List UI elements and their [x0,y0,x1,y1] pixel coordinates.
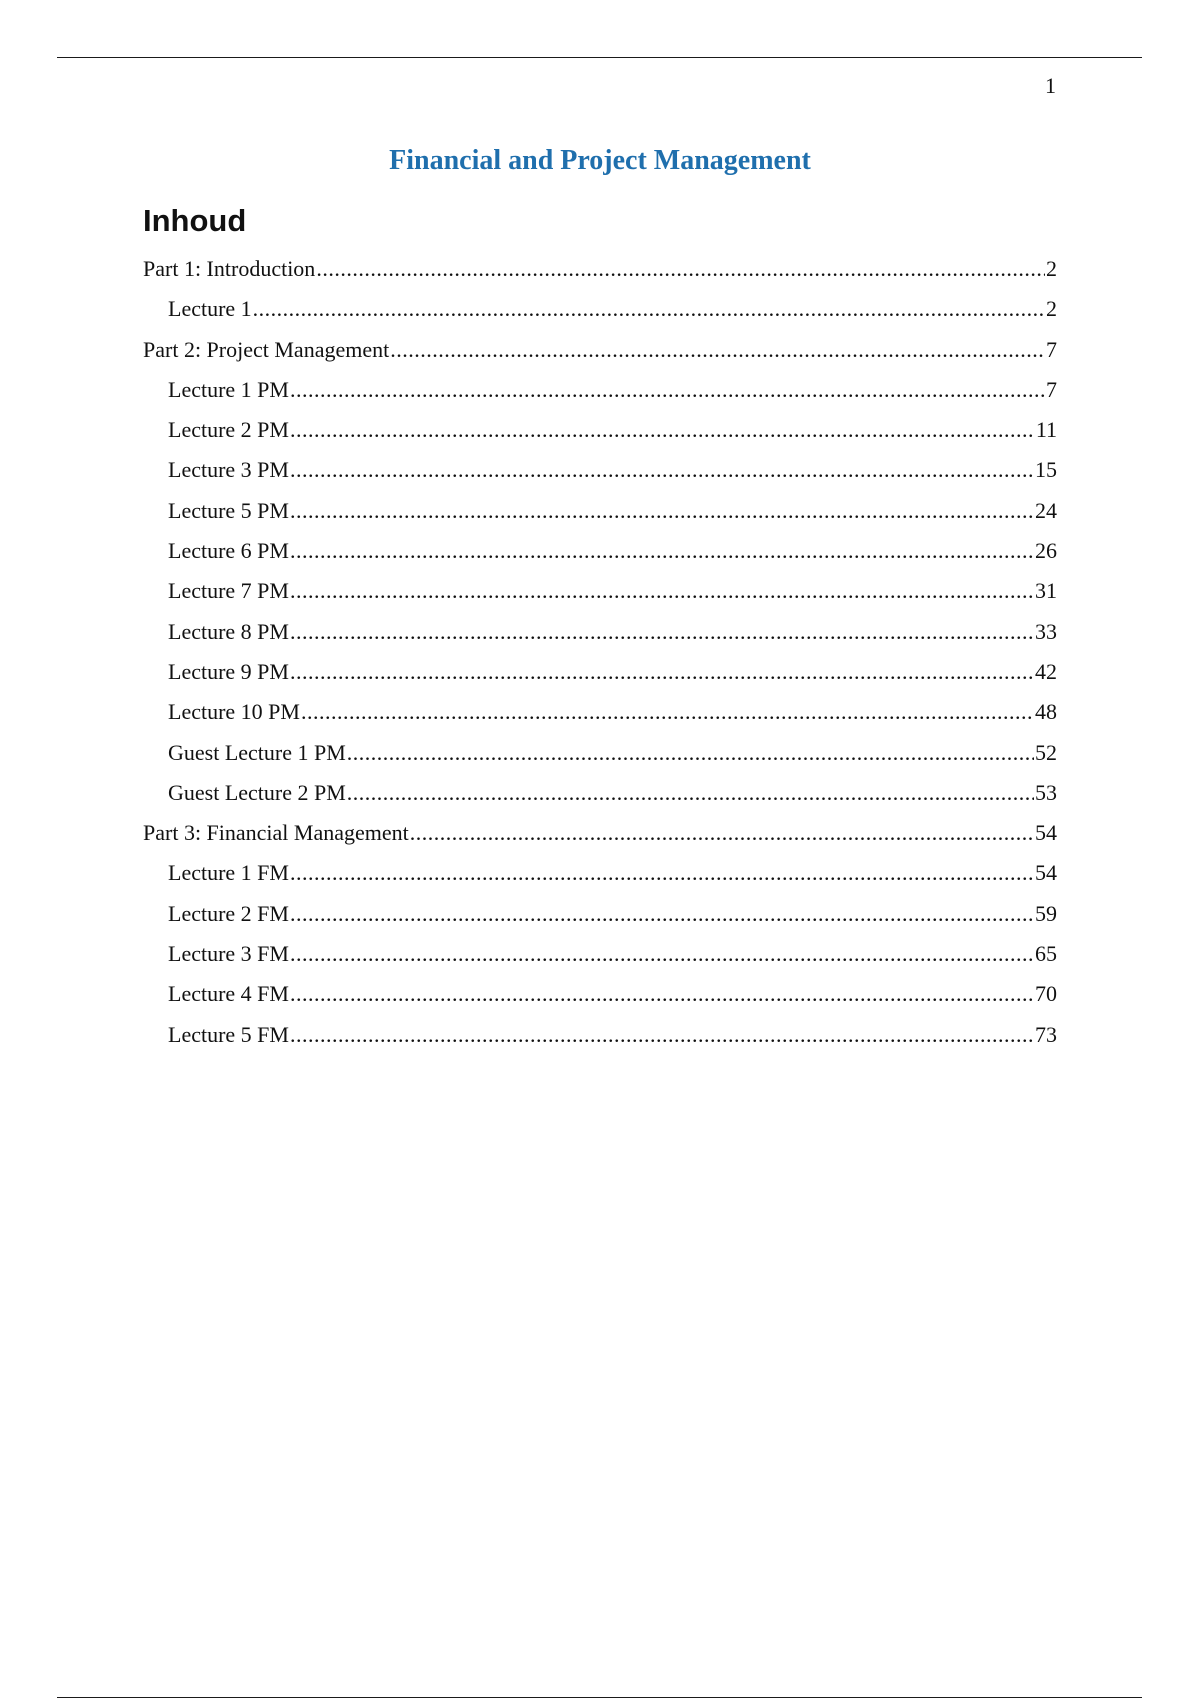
toc-dot-leader [290,659,1034,685]
toc-dot-leader [347,780,1034,806]
toc-dot-leader [290,981,1034,1007]
toc-dot-leader [316,256,1045,282]
toc-entry-title: Lecture 1 [168,296,252,322]
page-number: 1 [1045,73,1056,98]
toc-entry-title: Lecture 9 PM [168,658,289,684]
toc-dot-leader [290,901,1034,927]
toc-entry-title: Guest Lecture 2 PM [168,779,346,805]
toc-dot-leader [301,699,1034,725]
table-of-contents [143,256,1057,1062]
toc-entry[interactable] [143,901,1057,941]
toc-entry-page: 11 [1035,417,1057,443]
toc-entry-page: 31 [1035,578,1057,604]
toc-dot-leader [290,941,1034,967]
toc-entry-page: 59 [1035,900,1057,926]
toc-entry-page: 7 [1046,336,1057,362]
toc-dot-leader [290,1022,1034,1048]
toc-dot-leader [390,337,1045,363]
toc-entry-title: Part 3: Financial Management [143,820,409,846]
toc-entry[interactable] [143,256,1057,296]
toc-entry[interactable] [143,538,1057,578]
toc-dot-leader [290,538,1034,564]
toc-entry[interactable] [143,619,1057,659]
toc-entry-title: Part 1: Introduction [143,256,316,281]
toc-entry-title: Lecture 1 FM [168,860,289,886]
toc-dot-leader [290,417,1035,443]
toc-entry-page: 15 [1035,457,1057,483]
toc-entry-title: Lecture 2 FM [168,900,289,926]
toc-entry-title: Guest Lecture 1 PM [168,739,346,765]
toc-entry[interactable] [143,659,1057,699]
toc-entry-title: Lecture 7 PM [168,578,289,604]
toc-entry-title: Lecture 3 FM [168,941,289,967]
toc-entry-page: 2 [1046,256,1057,281]
toc-entry-title: Lecture 10 PM [168,699,300,725]
footer-rule [57,1697,1142,1698]
toc-entry[interactable] [143,377,1057,417]
toc-entry-page: 54 [1035,820,1057,846]
toc-entry[interactable] [143,740,1057,780]
toc-entry[interactable] [143,780,1057,820]
toc-dot-leader [290,619,1034,645]
toc-entry[interactable] [143,417,1057,457]
toc-entry-page: 65 [1035,941,1057,967]
toc-entry[interactable] [143,1022,1057,1062]
toc-entry-page: 70 [1035,981,1057,1007]
toc-entry-title: Part 2: Project Management [143,336,390,362]
toc-dot-leader [290,578,1034,604]
document-title: Financial and Project Management [389,145,811,176]
toc-entry-title: Lecture 1 PM [168,376,289,402]
toc-dot-leader [347,740,1034,766]
toc-entry-title: Lecture 2 PM [168,417,289,443]
toc-entry-page: 33 [1035,618,1057,644]
toc-entry[interactable] [143,699,1057,739]
toc-entry-page: 2 [1046,296,1057,322]
toc-entry-page: 48 [1035,699,1057,725]
toc-entry-title: Lecture 3 PM [168,457,289,483]
toc-entry[interactable] [143,337,1057,377]
toc-dot-leader [253,296,1045,322]
toc-entry-page: 42 [1035,658,1057,684]
toc-entry[interactable] [143,578,1057,618]
toc-entry-title: Lecture 6 PM [168,538,289,564]
toc-entry-page: 26 [1035,538,1057,564]
toc-dot-leader [290,377,1045,403]
toc-dot-leader [410,820,1034,846]
toc-dot-leader [290,498,1034,524]
toc-entry[interactable] [143,981,1057,1021]
toc-entry-page: 53 [1035,779,1057,805]
toc-entry-title: Lecture 5 PM [168,497,289,523]
toc-entry-page: 24 [1035,497,1057,523]
toc-heading: Inhoud [143,203,247,238]
toc-entry[interactable] [143,457,1057,497]
toc-entry[interactable] [143,296,1057,336]
toc-entry-page: 7 [1046,376,1057,402]
toc-entry-title: Lecture 5 FM [168,1021,289,1047]
toc-dot-leader [290,457,1034,483]
toc-dot-leader [290,860,1034,886]
toc-entry[interactable] [143,498,1057,538]
toc-entry-page: 54 [1035,860,1057,886]
toc-entry-title: Lecture 8 PM [168,618,289,644]
toc-entry[interactable] [143,941,1057,981]
toc-entry-page: 73 [1035,1021,1057,1047]
toc-entry[interactable] [143,820,1057,860]
toc-entry-page: 52 [1035,739,1057,765]
header-rule [57,57,1142,58]
toc-entry-title: Lecture 4 FM [168,981,289,1007]
toc-entry[interactable] [143,860,1057,900]
